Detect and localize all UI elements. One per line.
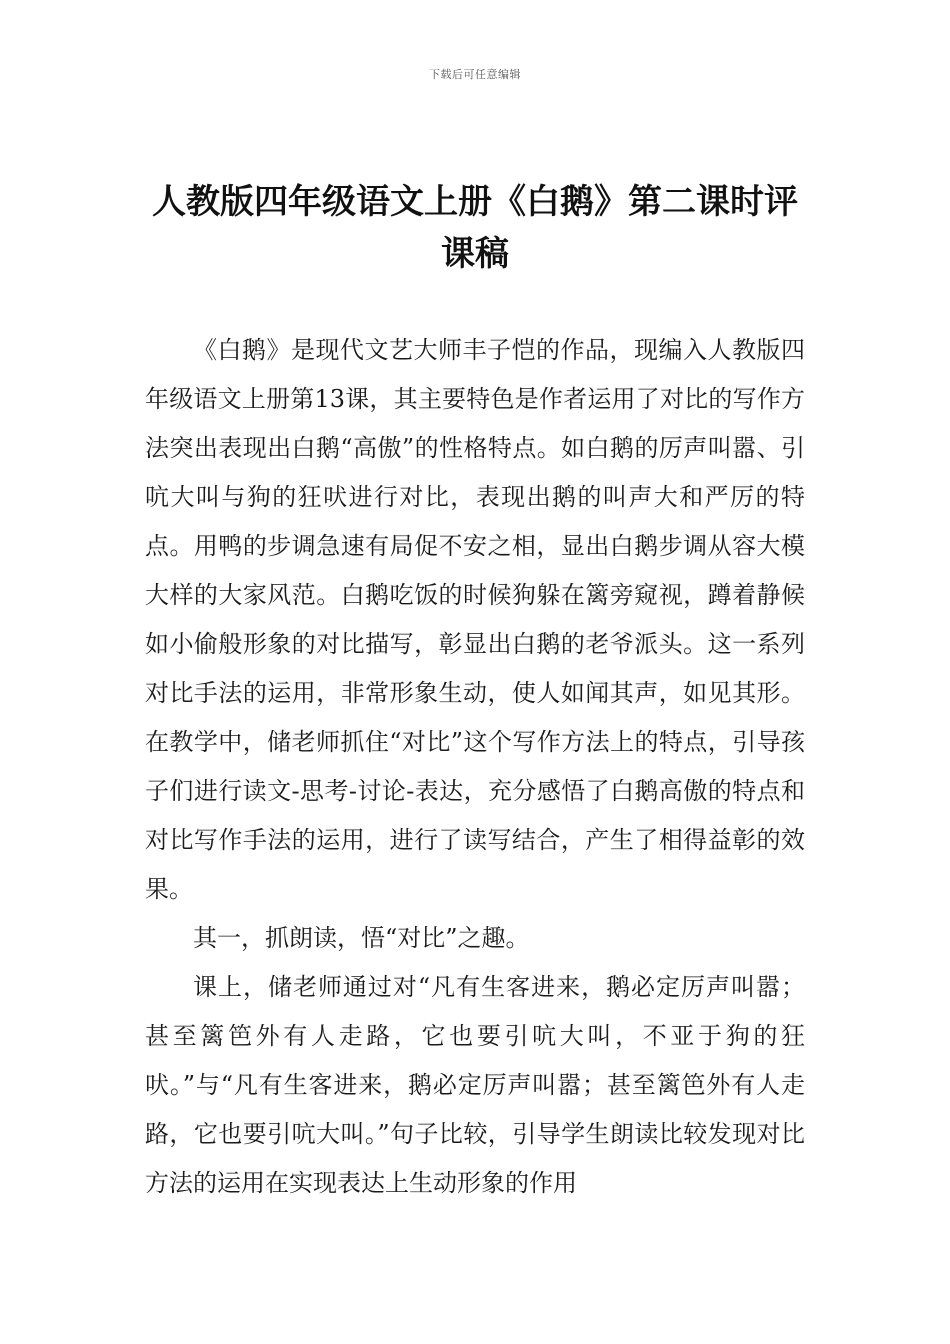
paragraph-intro: 《白鹅》是现代文艺大师丰子恺的作品，现编入人教版四年级语文上册第13课，其主要特色是作者运用了对比的写作方法突出表现出白鹅“高傲”的性格特点。如白鹅的厉声叫嚣、引吭大叫与狗的狂吠进行对比，表现出鹅的叫声大和严厉的特点。用鸭的步调急速有局促不安之相，显出白鹅步调从容大模大样的大家风范。白鹅吃饭的时候狗躲在篱旁窥视，蹲着静候如小偷般形象的对比描写，彰显出白鹅的老爷派头。这一系列对比手法的运用，非常形象生动，使人如闻其声，如见其形。在教学中，储老师抓住“对比”这个写作方法上的特点，引导孩子们进行读文-思考-讨论-表达，充分感悟了白鹅高傲的特点和对比写作手法的运用，进行了读写结合，产生了相得益彰的效果。 [145, 336, 805, 903]
document-title: 人教版四年级语文上册《白鹅》第二课时评课稿 [152, 182, 798, 274]
header-note: 下载后可任意编辑 [429, 68, 521, 81]
paragraph-section-heading: 其一，抓朗读，悟“对比”之趣。 [193, 924, 530, 952]
paragraph-class-discussion: 课上，储老师通过对“凡有生客进来，鹅必定厉声叫嚣；甚至篱笆外有人走路，它也要引吭大叫，不亚于狗的狂吠。”与“凡有生客进来，鹅必定厉声叫嚣；甚至篱笆外有人走路，它也要引吭大叫。”句子比较，引导学生朗读比较发现对比方法的运用在实现表达上生动形象的作用 [145, 973, 805, 1197]
document-body [145, 326, 805, 1208]
